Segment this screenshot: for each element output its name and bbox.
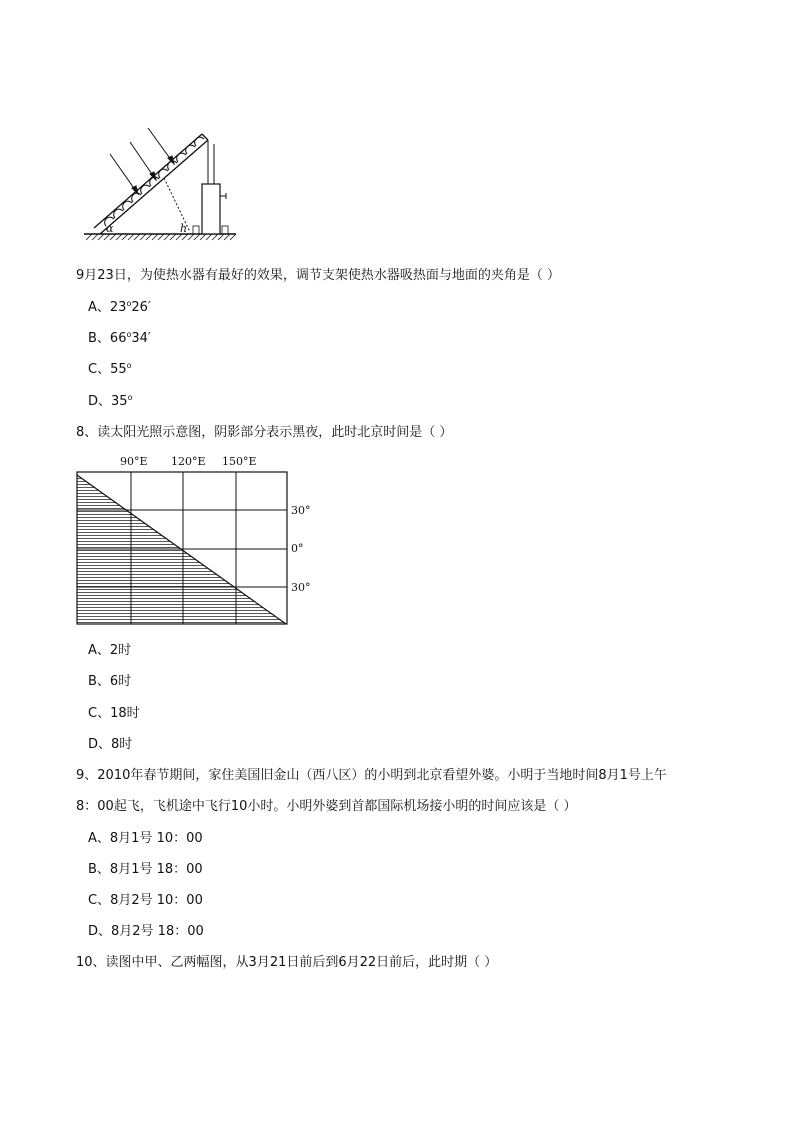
q9-stem-line1: 9、2010年春节期间，家住美国旧金山（西八区）的小明到北京看望外婆。小明于当地时间8月1号上午 — [76, 768, 667, 783]
q9-option-c[interactable]: C、8月2号 10：00 — [88, 893, 203, 908]
option-prefix: A、 — [88, 300, 110, 315]
option-minutes: 26′ — [131, 300, 151, 315]
q8-option-b[interactable]: B、6时 — [88, 674, 132, 689]
q7-stem: 9月23日，为使热水器有最好的效果，调节支架使热水器吸热面与地面的夹角是（ ） — [76, 268, 560, 283]
lat-label-0: 0° — [291, 542, 304, 555]
lon-label-90e: 90°E — [120, 455, 148, 468]
degree-mark: o — [126, 361, 132, 370]
option-prefix: D、 — [88, 394, 112, 409]
option-value: 23 — [109, 300, 127, 315]
solar-heater-figure — [80, 122, 240, 244]
h-label: h — [180, 222, 188, 235]
degree-mark: o — [126, 299, 132, 308]
q9-option-a[interactable]: A、8月1号 10：00 — [88, 831, 203, 846]
q7-option-c[interactable] — [88, 362, 132, 379]
q10-stem: 10、读图中甲、乙两幅图，从3月21日前后到6月22日前后，此时期（ ） — [76, 955, 498, 970]
q8-option-c[interactable]: C、18时 — [88, 706, 140, 721]
q7-option-b[interactable] — [88, 331, 151, 348]
q9-stem-line2: 8：00起飞，飞机途中飞行10小时。小明外婆到首都国际机场接小明的时间应该是（ ） — [76, 799, 577, 814]
option-prefix: B、 — [88, 331, 110, 346]
option-prefix: C、 — [88, 362, 111, 377]
lon-label-150e: 150°E — [222, 455, 257, 468]
lat-label-30s: 30° — [291, 581, 311, 594]
lon-label-120e: 120°E — [171, 455, 206, 468]
degree-mark: o — [126, 330, 132, 339]
sunlight-diagram — [70, 450, 330, 632]
alpha-label: α — [106, 222, 114, 235]
q7-option-d[interactable] — [88, 394, 132, 411]
q8-stem: 8、读太阳光照示意图，阴影部分表示黑夜，此时北京时间是（ ） — [76, 425, 453, 440]
degree-mark: o — [127, 393, 133, 402]
q7-option-a[interactable] — [88, 300, 151, 317]
option-minutes: 34′ — [131, 331, 151, 346]
option-value: 66 — [109, 331, 127, 346]
q8-option-d[interactable]: D、8时 — [88, 737, 133, 752]
lat-label-30n: 30° — [291, 504, 311, 517]
option-value: 55 — [110, 362, 127, 377]
option-value: 35 — [111, 394, 128, 409]
q9-option-d[interactable]: D、8月2号 18：00 — [88, 924, 204, 939]
q8-option-a[interactable]: A、2时 — [88, 643, 132, 658]
q9-option-b[interactable]: B、8月1号 18：00 — [88, 862, 203, 877]
